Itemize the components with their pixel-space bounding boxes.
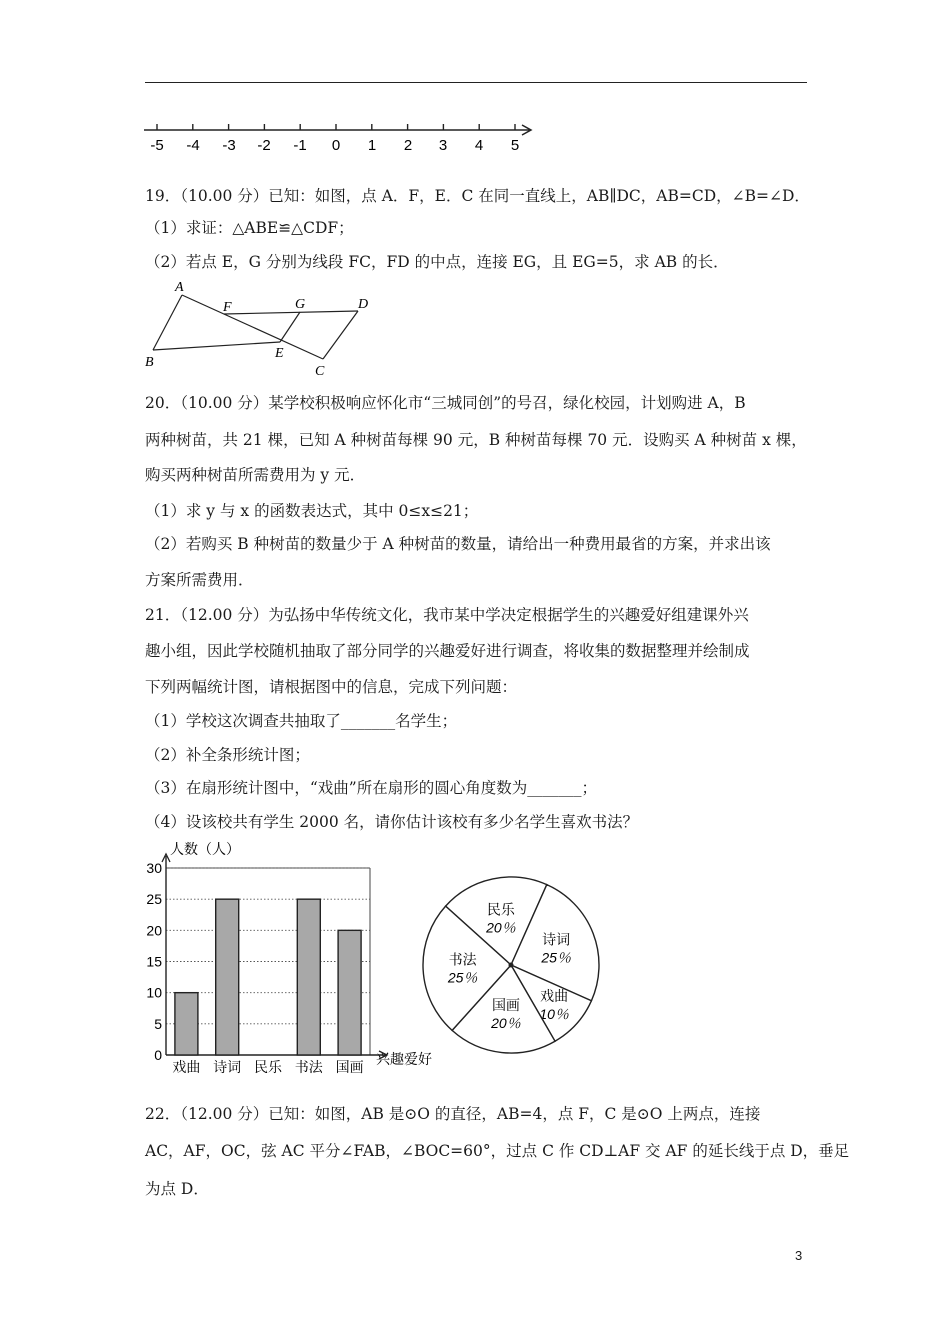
nl-label: 3 <box>438 137 448 154</box>
q21-part1: （1）学校这次调查共抽取了_______名学生； <box>145 712 458 730</box>
point-label-e: E <box>275 346 284 361</box>
nl-label: -2 <box>257 137 271 154</box>
y-tick-label: 30 <box>146 860 162 876</box>
pie-slice-percent: 20％ <box>486 919 516 936</box>
q20-stem-2: 两种树苗，共 21 棵，已知 A 种树苗每棵 90 元，B 种树苗每棵 70 元．设购买 A 种树苗 x 棵， <box>145 431 807 449</box>
nl-label: 0 <box>331 137 341 154</box>
page-number: 3 <box>795 1248 803 1263</box>
nl-label: -5 <box>150 137 164 154</box>
q19-stem: 19．（10.00 分）已知：如图，点 A．F，E．C 在同一直线上，AB∥DC，AB=CD，∠B=∠D． <box>145 187 810 205</box>
pie-slice-percent: 20％ <box>491 1015 521 1032</box>
q20-stem-1: 20．（10.00 分）某学校积极响应怀化市“三城同创”的号召，绿化校园，计划购进 A，B <box>145 394 746 412</box>
nl-label: 4 <box>474 137 484 154</box>
point-label-d: D <box>358 297 369 312</box>
q21-stem-3: 下列两幅统计图，请根据图中的信息，完成下列问题： <box>145 678 518 696</box>
pie-slice-label: 诗词 <box>542 931 571 948</box>
q19-part2: （2）若点 E，G 分别为线段 FC，FD 的中点，连接 EG，且 EG=5，求 AB 的长． <box>145 253 729 271</box>
nl-label: -3 <box>222 137 236 154</box>
q22-stem-2: AC，AF，OC，弦 AC 平分∠FAB，∠BOC=60°，过点 C 作 CD⊥AF 交 AF 的延长线于点 D，垂足 <box>145 1142 850 1160</box>
point-label-a: A <box>175 280 184 295</box>
pie-slice-label: 国画 <box>491 997 520 1014</box>
q21-stem-2: 趣小组，因此学校随机抽取了部分同学的兴趣爱好进行调查，将收集的数据整理并绘制成 <box>145 642 750 660</box>
pie-slice-percent: 25％ <box>447 969 478 986</box>
x-tick-label: 国画 <box>335 1059 364 1075</box>
pie-slice-label: 民乐 <box>486 901 515 918</box>
bar-chart <box>140 838 440 1078</box>
pie-center-dot <box>509 963 514 968</box>
nl-label: 5 <box>510 137 520 154</box>
pie-slice-percent: 25％ <box>541 949 571 966</box>
bar <box>216 899 239 1055</box>
header-rule <box>145 82 807 83</box>
pie-slice-label: 戏曲 <box>540 987 569 1004</box>
nl-label: 1 <box>367 137 377 154</box>
bar <box>175 993 198 1055</box>
pie-slice-percent: 10％ <box>539 1005 569 1022</box>
q20-part1: （1）求 y 与 x 的函数表达式，其中 0≤x≤21； <box>145 502 479 520</box>
y-tick-label: 15 <box>146 953 162 970</box>
bar-chart-xlabel: 兴趣爱好 <box>376 1051 432 1067</box>
q20-part2-cont: 方案所需费用． <box>145 571 254 589</box>
y-tick-label: 20 <box>146 922 162 939</box>
x-tick-label: 民乐 <box>254 1059 282 1075</box>
bar <box>297 899 320 1055</box>
y-tick-label: 25 <box>146 891 162 908</box>
pie-chart <box>415 875 610 1065</box>
nl-label: 2 <box>403 137 413 154</box>
q21-part3: （3）在扇形统计图中，“戏曲”所在扇形的圆心角度数为_______； <box>145 779 597 797</box>
nl-label: -4 <box>186 137 200 154</box>
q19-figure <box>140 280 380 380</box>
y-tick-label: 0 <box>154 1047 162 1063</box>
x-tick-label: 诗词 <box>213 1059 242 1075</box>
q20-part2: （2）若购买 B 种树苗的数量少于 A 种树苗的数量，请给出一种费用最省的方案，并求出该 <box>145 535 771 553</box>
nl-label: -1 <box>293 137 307 154</box>
x-tick-label: 书法 <box>294 1059 323 1075</box>
q22-stem-1: 22．（12.00 分）已知：如图，AB 是⊙O 的直径，AB=4，点 F，C 是⊙O 上两点，连接 <box>145 1105 761 1123</box>
point-label-g: G <box>295 297 306 312</box>
y-tick-label: 10 <box>146 984 162 1001</box>
point-label-b: B <box>145 355 154 370</box>
q21-stem-1: 21．（12.00 分）为弘扬中华传统文化，我市某中学决定根据学生的兴趣爱好组建课外兴 <box>145 606 749 624</box>
q22-stem-3: 为点 D． <box>145 1180 209 1198</box>
x-tick-label: 戏曲 <box>172 1059 201 1075</box>
q20-stem-3: 购买两种树苗所需费用为 y 元． <box>145 466 366 484</box>
bar-chart-ylabel: 人数（人） <box>170 841 240 857</box>
q19-part1: （1）求证：△ABE≌△CDF； <box>145 219 354 237</box>
point-label-f: F <box>223 300 232 315</box>
y-tick-label: 5 <box>154 1015 162 1032</box>
bar <box>338 930 361 1055</box>
point-label-c: C <box>315 364 325 379</box>
q21-part2: （2）补全条形统计图； <box>145 746 310 764</box>
q21-part4: （4）设该校共有学生 2000 名，请你估计该校有多少名学生喜欢书法？ <box>145 813 639 831</box>
number-line <box>140 118 540 158</box>
pie-slice-label: 书法 <box>448 951 477 968</box>
